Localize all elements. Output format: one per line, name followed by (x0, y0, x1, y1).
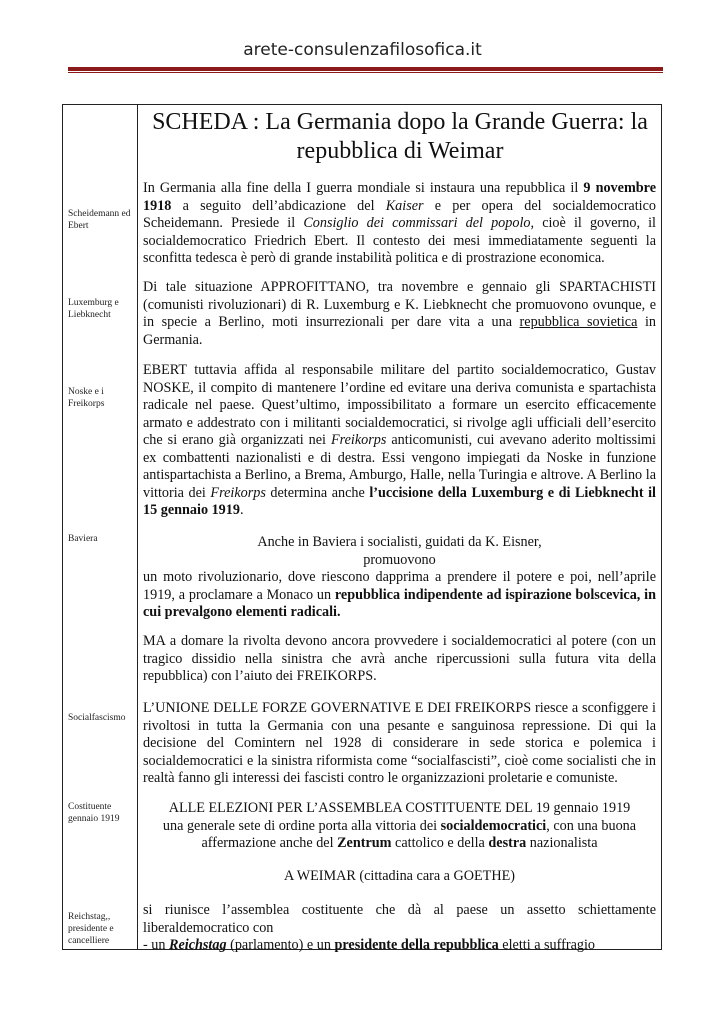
paragraph-8: A WEIMAR (cittadina cara a GOETHE) (284, 868, 515, 884)
paragraph-2: Di tale situazione APPROFITTANO, tra novembre e gennaio gli SPARTACHISTI (comunisti rivoluzionari) di R. Luxemburg e K. Liebknecht che promuovono ovunque, e in specie a Berlino, moti insurrezionali per dare vita a una repubblica sovietica in Germania. (143, 279, 656, 348)
paragraph-4: Anche in Baviera i socialisti, guidati da K. Eisner, promuovono un moto rivoluzionario, dove riescono dapprima a prendere il potere e poi, nell’aprile 1919, a proclamare a Monaco un repubblica indipendente ad ispirazione bolscevica, in cui prevalgono elementi radicali. (143, 534, 656, 620)
paragraph-5: MA a domare la rivolta devono ancora provvedere i socialdemocratici al potere (con un tragico dissidio nella sinistra che avrà anche ripercussioni sulla futura vita della repubblica) con l’aiuto dei FREIKORPS. (143, 633, 656, 684)
side-note-luxemburg: Luxemburg e Liebknecht (68, 298, 119, 320)
paragraph-9: si riunisce l’assemblea costituente che dà al paese un assetto schiettamente liberaldemocratico con - un Reichstag (parlamento) e un presidente della repubblica eletti a suffragio (143, 902, 656, 953)
side-note-noske: Noske e i Freikorps (68, 387, 105, 409)
column-divider (137, 104, 138, 950)
side-note-scheidemann: Scheidemann ed Ebert (68, 209, 131, 231)
site-header: arete-consulenzafilosofica.it (243, 40, 482, 60)
paragraph-3: EBERT tuttavia affida al responsabile militare del partito socialdemocratico, Gustav NOSKE, il compito di mantenere l’ordine ed evitare una deriva comunista e spartachista radicale nel paese. Quest’ultimo, impossibilitato a formare un esercito efficacemente armato e addestrato con i militanti socialdemocratici, si rivolge agli ufficiali dell’esercito che si erano già organizzati nei Freikorps anticomunisti, cui avevano aderito moltissimi ex combattenti nazionalisti e di destra. Essi vengono impiegati da Noske in funzione antispartachista a Berlino, a Brema, Amburgo, Halle, nella Turingia e altrove. A Berlino la vittoria dei Freikorps determina anche l’uccisione della Luxemburg e di Liebknecht il 15 gennaio 1919. (143, 362, 656, 518)
paragraph-6: L’UNIONE DELLE FORZE GOVERNATIVE E DEI FREIKORPS riesce a sconfiggere i rivoltosi in tutta la Germania con una pesante e sanguinosa repressione. Di qui la decisione del Comintern nel 1928 di considerare in sede storica e polemica i socialdemocratici e la sinistra riformista come “socialfascisti”, cioè come socialisti che in realtà fanno gli interessi dei fascisti contro le organizzazioni proletarie e comuniste. (143, 700, 656, 786)
side-note-socialfascismo: Socialfascismo (68, 713, 126, 723)
header-rule-thin (68, 72, 663, 73)
side-note-costituente: Costituente gennaio 1919 (68, 802, 120, 824)
header-rule (68, 67, 663, 71)
paragraph-1: In Germania alla fine della I guerra mondiale si instaura una repubblica il 9 novembre 1918 a seguito dell’abdicazione del Kaiser e per opera del socialdemocratico Scheidemann. Presiede il Consiglio dei commissari del popolo, cioè il governo, il socialdemocratico Friedrich Ebert. Il contesto dei mesi immediatamente seguenti la sconfitta tedesca è però di grande instabilità politica e di prostrazione economica. (143, 180, 657, 266)
paragraph-7: ALLE ELEZIONI PER L’ASSEMBLEA COSTITUENTE DEL 19 gennaio 1919 una generale sete di ordine porta alla vittoria dei socialdemocratici, con una buona affermazione anche del Zentrum cattolico e della destra nazionalista (162, 800, 637, 851)
side-note-baviera: Baviera (68, 534, 98, 544)
side-note-reichstag: Reichstag,, presidente e cancelliere (68, 912, 114, 946)
page-title: SCHEDA : La Germania dopo la Grande Guerra: la repubblica di Weimar (152, 109, 648, 164)
